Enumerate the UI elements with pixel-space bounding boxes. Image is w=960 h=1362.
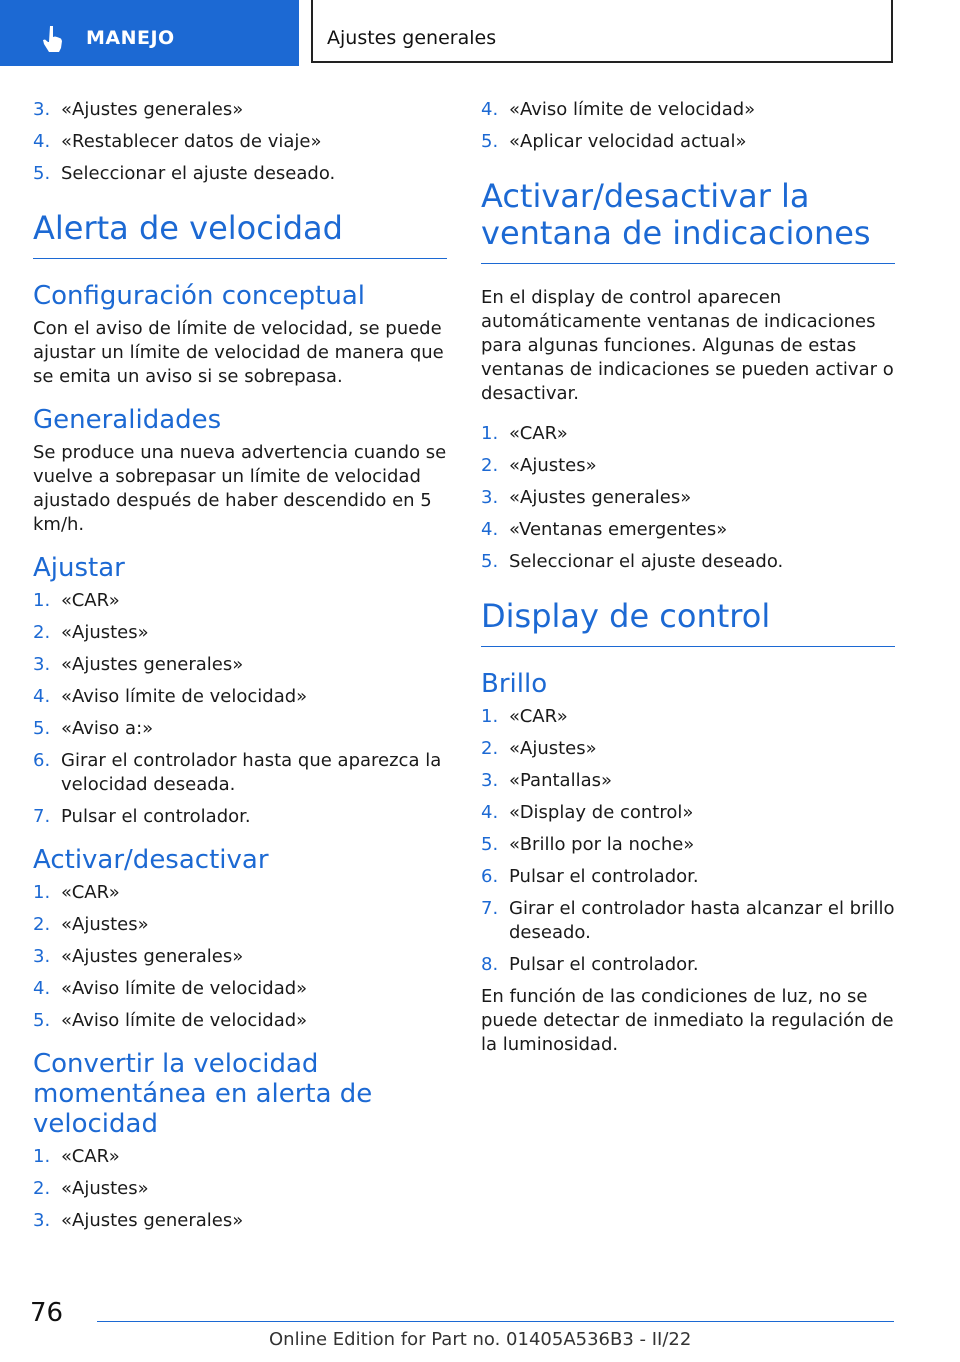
list-item (481, 897, 895, 945)
step-text: «CAR» (61, 1146, 120, 1167)
step-text: Pulsar el controlador. (509, 866, 699, 887)
step-text: Girar el controlador hasta que aparezca la velocidad deseada. (61, 750, 442, 795)
heading-display-control: Display de control (481, 598, 895, 647)
step-number: 3. (33, 99, 51, 120)
step-number: 5. (481, 551, 499, 572)
list-item (481, 833, 895, 857)
heading-alerta-velocidad: Alerta de velocidad (33, 210, 447, 259)
heading-configuracion: Configuración conceptual (33, 281, 365, 311)
step-number: 5. (33, 1010, 51, 1031)
list-item (481, 769, 895, 793)
step-number: 5. (33, 718, 51, 739)
chapter-label: MANEJO (86, 27, 175, 49)
step-number: 8. (481, 954, 499, 975)
step-number: 4. (481, 802, 499, 823)
step-text: Girar el controlador hasta alcanzar el brillo deseado. (509, 898, 895, 943)
step-text: «CAR» (509, 423, 568, 444)
list-item (33, 881, 447, 905)
page-header (0, 0, 960, 66)
list-item (33, 1145, 447, 1169)
heading-ventana-indicaciones: Activar/desactivar la ventana de indicaciones (481, 178, 895, 264)
step-number: 2. (481, 455, 499, 476)
step-number: 4. (33, 686, 51, 707)
heading-generalidades: Generalidades (33, 405, 222, 435)
step-text: «CAR» (509, 706, 568, 727)
step-text: «Aviso límite de velocidad» (509, 99, 756, 120)
step-text: Seleccionar el ajuste deseado. (61, 163, 336, 184)
list-item (481, 550, 895, 574)
ventana-text: En el display de control aparecen automáticamente ventanas de indicaciones para algunas funciones. Algunas de estas ventanas de indicaciones se pueden activar o desactivar. (481, 287, 894, 404)
concept-text: Con el aviso de límite de velocidad, se puede ajustar un límite de velocidad de manera que se emita un aviso si se sobrepasa. (33, 318, 444, 387)
list-item (33, 977, 447, 1001)
list-item (33, 589, 447, 613)
list-item (33, 945, 447, 969)
step-number: 4. (33, 978, 51, 999)
step-text: «Ajustes generales» (61, 99, 244, 120)
step-text: «Ajustes generales» (61, 1210, 244, 1231)
step-number: 1. (33, 590, 51, 611)
step-text: «Ajustes» (61, 622, 149, 643)
step-text: «Pantallas» (509, 770, 613, 791)
step-text: «Aviso límite de velocidad» (61, 686, 308, 707)
step-number: 6. (481, 866, 499, 887)
step-number: 2. (481, 738, 499, 759)
step-number: 5. (481, 131, 499, 152)
list-item (481, 98, 895, 122)
section-tab (311, 0, 893, 63)
step-text: «Restablecer datos de viaje» (61, 131, 322, 152)
list-item (481, 801, 895, 825)
step-text: «Aviso límite de velocidad» (61, 978, 308, 999)
step-text: «CAR» (61, 590, 120, 611)
brillo-note: En función de las condiciones de luz, no se puede detectar de inmediato la regulación de la luminosidad. (481, 986, 894, 1055)
list-item (33, 717, 447, 741)
step-number: 7. (33, 806, 51, 827)
step-text: «Display de control» (509, 802, 694, 823)
list-item (33, 621, 447, 645)
step-number: 4. (481, 519, 499, 540)
left-column (33, 98, 447, 1241)
list-item (33, 1177, 447, 1201)
list-item (481, 422, 895, 446)
heading-ajustar: Ajustar (33, 553, 125, 583)
list-item (33, 685, 447, 709)
general-text: Se produce una nueva advertencia cuando se vuelve a sobrepasar un límite de velocidad ajustado después de haber descendido en 5 km/h. (33, 442, 447, 535)
convertir-steps (33, 1145, 447, 1233)
activar-steps (33, 881, 447, 1033)
list-item (481, 737, 895, 761)
list-item (33, 1009, 447, 1033)
step-number: 3. (33, 654, 51, 675)
ajustar-steps (33, 589, 447, 829)
footer-divider (97, 1321, 894, 1322)
intro-steps (33, 98, 447, 186)
list-item (33, 98, 447, 122)
list-item (481, 953, 895, 977)
step-number: 1. (33, 882, 51, 903)
list-item (481, 130, 895, 154)
step-number: 2. (33, 914, 51, 935)
list-item (481, 705, 895, 729)
step-text: «Ajustes generales» (61, 946, 244, 967)
heading-activar-desactivar: Activar/desactivar (33, 845, 269, 875)
list-item (481, 518, 895, 542)
step-text: «Ajustes generales» (61, 654, 244, 675)
list-item (33, 749, 447, 797)
step-text: «Ajustes generales» (509, 487, 692, 508)
list-item (481, 865, 895, 889)
heading-convertir-velocidad: Convertir la velocidad momentánea en alerta de velocidad (33, 1049, 373, 1139)
step-text: Pulsar el controlador. (509, 954, 699, 975)
list-item (33, 805, 447, 829)
page-number: 76 (30, 1298, 64, 1328)
step-text: «Ajustes» (61, 1178, 149, 1199)
step-number: 2. (33, 1178, 51, 1199)
step-number: 3. (33, 1210, 51, 1231)
continued-steps (481, 98, 895, 154)
step-text: «Aviso límite de velocidad» (61, 1010, 308, 1031)
step-number: 7. (481, 898, 499, 919)
heading-brillo: Brillo (481, 669, 548, 699)
list-item (33, 162, 447, 186)
step-number: 1. (33, 1146, 51, 1167)
step-number: 1. (481, 706, 499, 727)
list-item (33, 653, 447, 677)
list-item (481, 486, 895, 510)
chapter-tab-manejo[interactable] (0, 0, 299, 66)
step-text: «Brillo por la noche» (509, 834, 695, 855)
step-text: «Ajustes» (509, 455, 597, 476)
list-item (33, 1209, 447, 1233)
edition-note: Online Edition for Part no. 01405A536B3 - II/22 (269, 1329, 692, 1350)
step-number: 3. (33, 946, 51, 967)
step-text: Pulsar el controlador. (61, 806, 251, 827)
list-item (33, 913, 447, 937)
step-number: 4. (481, 99, 499, 120)
steering-hand-icon (38, 24, 68, 54)
step-text: «CAR» (61, 882, 120, 903)
step-number: 6. (33, 750, 51, 771)
step-number: 1. (481, 423, 499, 444)
step-number: 5. (33, 163, 51, 184)
step-number: 5. (481, 834, 499, 855)
step-text: «Aplicar velocidad actual» (509, 131, 747, 152)
step-number: 4. (33, 131, 51, 152)
step-text: «Ventanas emergentes» (509, 519, 728, 540)
brillo-steps (481, 705, 895, 977)
right-column (481, 98, 895, 1065)
step-number: 3. (481, 487, 499, 508)
section-title: Ajustes generales (327, 27, 497, 49)
step-number: 2. (33, 622, 51, 643)
step-text: «Ajustes» (61, 914, 149, 935)
step-text: «Aviso a:» (61, 718, 154, 739)
step-text: «Ajustes» (509, 738, 597, 759)
list-item (33, 130, 447, 154)
list-item (481, 454, 895, 478)
ventana-steps (481, 422, 895, 574)
step-text: Seleccionar el ajuste deseado. (509, 551, 784, 572)
step-number: 3. (481, 770, 499, 791)
